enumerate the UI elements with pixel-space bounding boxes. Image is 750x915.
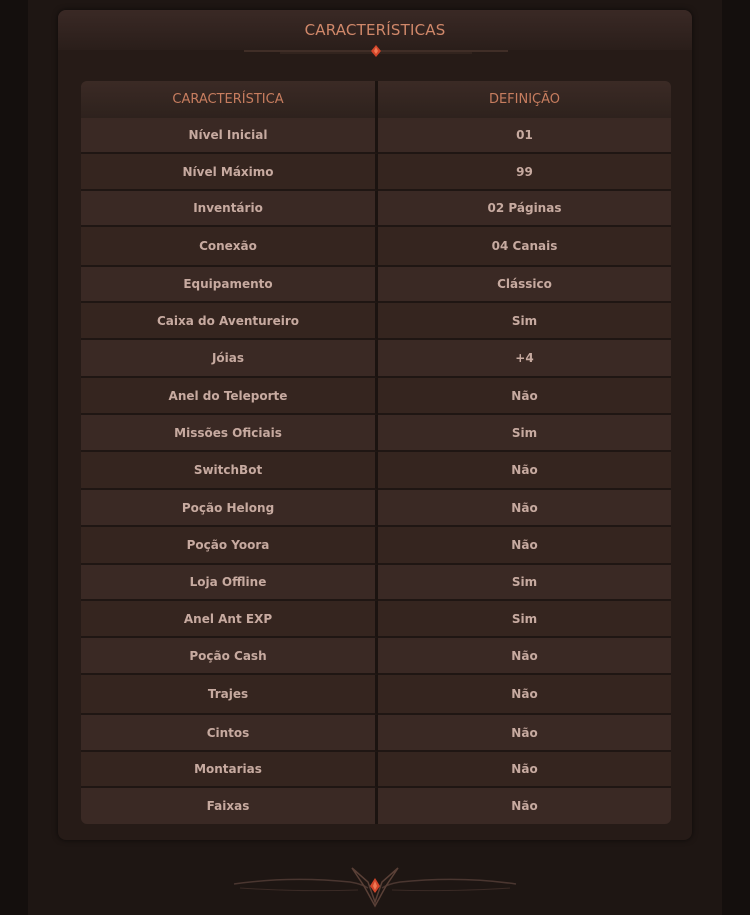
feature-cell: Poção Yoora [81, 527, 378, 565]
definition-cell: Não [378, 788, 671, 824]
feature-cell: Anel do Teleporte [81, 378, 378, 415]
feature-cell: Poção Helong [81, 490, 378, 527]
feature-cell: Conexão [81, 227, 378, 267]
table-row [81, 527, 671, 565]
footer-ornament-icon [230, 862, 520, 908]
feature-cell: SwitchBot [81, 452, 378, 490]
definition-cell: Não [378, 715, 671, 752]
table-body [81, 118, 671, 824]
definition-cell: Sim [378, 565, 671, 601]
table-row [81, 675, 671, 715]
table-row [81, 452, 671, 490]
feature-cell: Trajes [81, 675, 378, 715]
header-ornament-icon [240, 43, 512, 63]
table-row [81, 638, 671, 675]
definition-cell: Sim [378, 415, 671, 452]
definition-cell: Sim [378, 601, 671, 638]
feature-cell: Poção Cash [81, 638, 378, 675]
definition-cell: Não [378, 752, 671, 788]
feature-cell: Jóias [81, 340, 378, 378]
column-header-feature: CARACTERÍSTICA [81, 81, 378, 118]
features-table [81, 81, 671, 824]
definition-cell: Não [378, 452, 671, 490]
table-row [81, 267, 671, 303]
feature-cell: Equipamento [81, 267, 378, 303]
table-row [81, 154, 671, 191]
definition-cell: Não [378, 638, 671, 675]
panel-title: CARACTERÍSTICAS [304, 21, 446, 39]
table-row [81, 415, 671, 452]
feature-cell: Missões Oficiais [81, 415, 378, 452]
table-row [81, 118, 671, 154]
table-row [81, 715, 671, 752]
table-row [81, 601, 671, 638]
feature-cell: Cintos [81, 715, 378, 752]
definition-cell: 04 Canais [378, 227, 671, 267]
definition-cell: Não [378, 378, 671, 415]
feature-cell: Faixas [81, 788, 378, 824]
definition-cell: Não [378, 490, 671, 527]
feature-cell: Nível Inicial [81, 118, 378, 154]
table-header-row [81, 81, 671, 118]
table-row [81, 752, 671, 788]
feature-cell: Loja Offline [81, 565, 378, 601]
definition-cell: 01 [378, 118, 671, 154]
table-row [81, 227, 671, 267]
table-row [81, 303, 671, 340]
table-row [81, 340, 671, 378]
definition-cell: 99 [378, 154, 671, 191]
feature-cell: Inventário [81, 191, 378, 227]
feature-cell: Nível Máximo [81, 154, 378, 191]
column-header-definition: DEFINIÇÃO [378, 81, 671, 118]
feature-cell: Anel Ant EXP [81, 601, 378, 638]
definition-cell: Clássico [378, 267, 671, 303]
feature-cell: Caixa do Aventureiro [81, 303, 378, 340]
table-row [81, 490, 671, 527]
definition-cell: 02 Páginas [378, 191, 671, 227]
definition-cell: +4 [378, 340, 671, 378]
table-row [81, 378, 671, 415]
definition-cell: Sim [378, 303, 671, 340]
feature-cell: Montarias [81, 752, 378, 788]
table-row [81, 191, 671, 227]
definition-cell: Não [378, 675, 671, 715]
definition-cell: Não [378, 527, 671, 565]
table-row [81, 788, 671, 824]
table-row [81, 565, 671, 601]
